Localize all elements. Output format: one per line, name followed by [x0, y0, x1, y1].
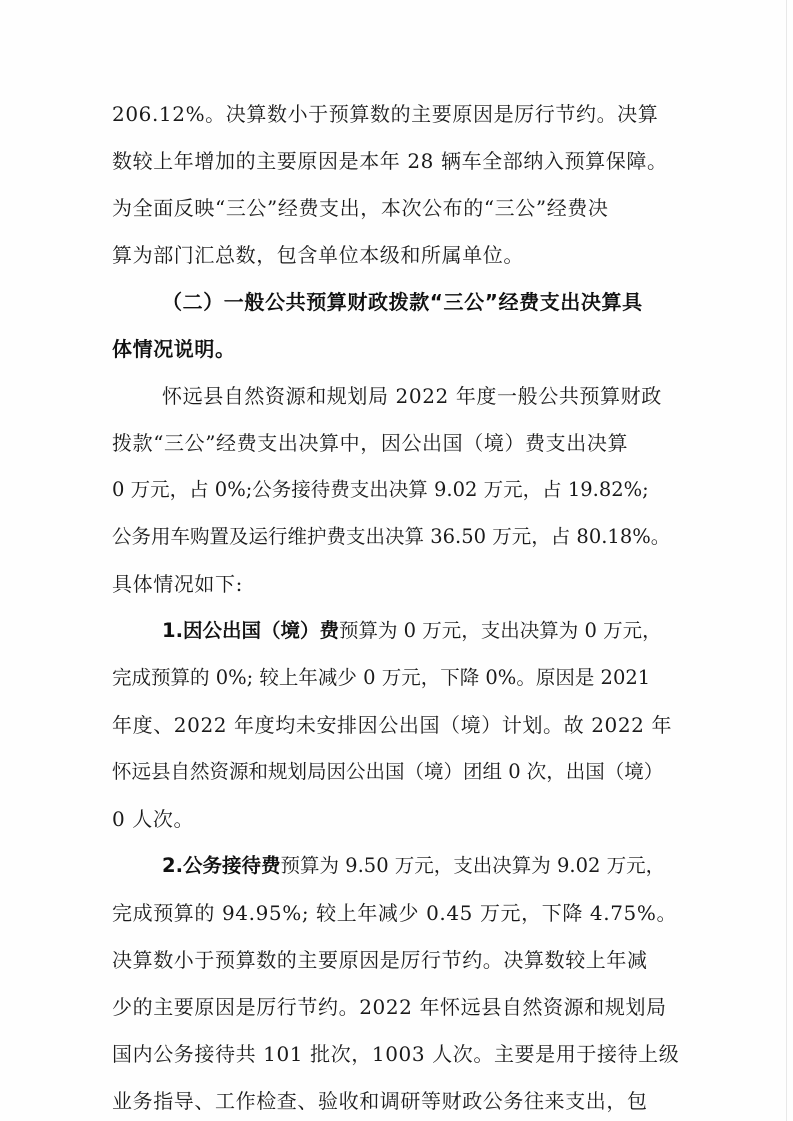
paragraph-1-line-1: 206.12%。决算数小于预算数的主要原因是厉行节约。决算: [112, 102, 659, 126]
paragraph-3-line-4: 公务用车购置及运行维护费支出决算 36.50 万元，占 80.18%。: [112, 525, 671, 548]
paragraph-1-line-4: 算为部门汇总数，包含单位本级和所属单位。: [112, 243, 524, 267]
paragraph-3-line-5: 具体情况如下:: [112, 572, 243, 596]
paragraph-1-line-2: 数较上年增加的主要原因是本年 28 辆车全部纳入预算保障。: [112, 149, 668, 173]
item-1-heading: 1.因公出国（境）费: [162, 619, 339, 642]
section-heading-line-2: 体情况说明。: [112, 337, 236, 361]
section-heading-line-1: （二）一般公共预算财政拨款“三公”经费支出决算具: [162, 290, 643, 314]
paragraph-3-line-3: 0 万元，占 0%;公务接待费支出决算 9.02 万元，占 19.82%;: [112, 478, 649, 501]
item-1-line-5: 0 人次。: [112, 807, 195, 831]
item-2-line-1: [162, 852, 684, 880]
item-2-line-5: 国内公务接待共 101 批次，1003 人次。主要是用于接待上级: [112, 1042, 680, 1066]
item-1-line-1-text: 预算为 0 万元，支出决算为 0 万元，: [338, 619, 662, 642]
item-2-line-6: 业务指导、工作检查、验收和调研等财政公务往来支出，包: [112, 1089, 648, 1113]
paragraph-3-line-1: 怀远县自然资源和规划局 2022 年度一般公共预算财政: [162, 384, 662, 408]
item-2-line-2: 完成预算的 94.95%; 较上年减少 0.45 万元，下降 4.75%。: [112, 901, 678, 925]
item-1-line-1: [162, 617, 684, 645]
paragraph-1-line-3: 为全面反映“三公”经费支出，本次公布的“三公”经费决: [112, 196, 609, 220]
paragraph-3-line-2: 拨款“三公”经费支出决算中，因公出国（境）费支出决算: [112, 431, 629, 455]
page-edge: [786, 0, 787, 1121]
item-1-line-2: 完成预算的 0%; 较上年减少 0 万元，下降 0%。原因是 2021: [112, 666, 651, 689]
item-2-line-1-text: 预算为 9.50 万元，支出决算为 9.02 万元，: [280, 854, 666, 877]
item-2-line-4: 少的主要原因是厉行节约。2022 年怀远县自然资源和规划局: [112, 995, 667, 1019]
item-2-line-3: 决算数小于预算数的主要原因是厉行节约。决算数较上年减: [112, 948, 648, 972]
item-1-line-3: 年度、2022 年度均未安排因公出国（境）计划。故 2022 年: [112, 713, 673, 737]
item-1-line-4: 怀远县自然资源和规划局因公出国（境）团组 0 次，出国（境）: [112, 760, 664, 783]
item-2-heading: 2.公务接待费: [162, 854, 281, 877]
